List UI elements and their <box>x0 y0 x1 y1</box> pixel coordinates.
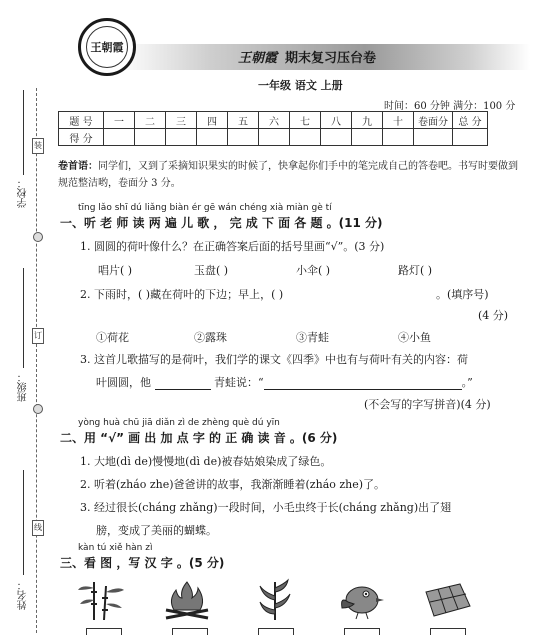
logo-text: 王朝霞 <box>86 26 128 68</box>
intro-label: 卷首语： <box>58 161 98 172</box>
fire-icon <box>162 578 212 620</box>
table-cell: 一 <box>104 112 135 129</box>
section3-title: 三、看 图 ，写 汉 字 。(5 分) <box>60 556 225 570</box>
binding-tag-2: 订 <box>32 328 44 344</box>
s1-q1: 1. 圆圆的荷叶像什么？在正确答案后面的括号里画“√”。(3 分) <box>80 240 385 253</box>
table-cell: 题 号 <box>59 112 104 129</box>
school-label: 学校： <box>18 178 29 208</box>
score-table-score-row <box>59 129 488 146</box>
table-cell: 七 <box>290 112 321 129</box>
grade-subject: 一年级 语文 上册 <box>258 79 343 92</box>
answer-box[interactable] <box>430 628 466 635</box>
school-line <box>23 90 24 175</box>
table-cell: 卷面分 <box>414 112 453 129</box>
table-cell: 八 <box>321 112 352 129</box>
s1-q3-line2c: 。” <box>461 376 473 389</box>
s1-q1-option[interactable]: 小伞( ) <box>296 264 331 277</box>
score-input-cell[interactable] <box>197 129 228 146</box>
table-cell: 十 <box>383 112 414 129</box>
s1-q3-blank2[interactable] <box>264 376 462 390</box>
section3-pinyin: kàn tú xiě hàn zì <box>78 543 153 553</box>
score-input-cell[interactable] <box>453 129 488 146</box>
field-icon <box>422 578 472 620</box>
intro-text: 同学们，又到了采摘知识果实的时候了，快拿起你们手中的笔完成自己的答卷吧。书写时要做到规范整洁哟，卷面分 3 分。 <box>58 161 518 189</box>
bird-icon <box>336 578 386 620</box>
paper-title: 期末复习压台卷 <box>285 51 377 66</box>
intro <box>58 158 523 192</box>
table-cell: 三 <box>166 112 197 129</box>
time-info: 时间：60 分钟 满分：100 分 <box>384 101 516 112</box>
s1-q1-option[interactable]: 玉盘( ) <box>194 264 229 277</box>
s1-q3-score: (不会写的字写拼音)(4 分) <box>364 398 491 411</box>
score-input-cell[interactable] <box>383 129 414 146</box>
score-input-cell[interactable] <box>104 129 135 146</box>
answer-box[interactable] <box>258 628 294 635</box>
score-table-header-row <box>59 112 488 129</box>
score-input-cell[interactable] <box>259 129 290 146</box>
s1-q2-option: ②露珠 <box>194 331 227 344</box>
s1-q3-line2 <box>96 374 473 390</box>
table-cell: 五 <box>228 112 259 129</box>
name-line <box>23 470 24 575</box>
binding-hole-1 <box>33 232 43 242</box>
bamboo-icon <box>76 578 126 620</box>
score-input-cell[interactable] <box>290 129 321 146</box>
section1-pinyin: tīng lǎo shī dú liǎng biàn ér gē wán chéng xià miàn gè tí <box>78 203 332 213</box>
table-cell: 四 <box>197 112 228 129</box>
seedling-icon <box>250 578 300 620</box>
s1-q2[interactable]: 2. 下雨时，( )藏在荷叶的下边；早上，( ) <box>80 288 284 301</box>
s2-q3[interactable]: 3. 经过很长(cháng zhǎng)一段时间，小毛虫终于长(cháng zhǎng)出了翅 <box>80 501 452 514</box>
binding-tag-3: 线 <box>32 520 44 536</box>
name-label: 姓名： <box>18 580 29 610</box>
binding-hole-2 <box>33 404 43 414</box>
s1-q1-option[interactable]: 唱片( ) <box>98 264 133 277</box>
s1-q3: 3. 这首儿歌描写的是荷叶，我们学的课文《四季》中也有与荷叶有关的内容：荷 <box>80 353 468 366</box>
section2-pinyin: yòng huà chū jiā diǎn zì de zhèng què dú yīn <box>78 418 280 428</box>
s1-q1-option[interactable]: 路灯( ) <box>398 264 433 277</box>
score-input-cell[interactable] <box>352 129 383 146</box>
s1-q2-tail: 。(填序号) <box>436 288 489 301</box>
table-cell: 二 <box>135 112 166 129</box>
answer-box[interactable] <box>172 628 208 635</box>
binding-tag-1: 装 <box>32 138 44 154</box>
score-input-cell[interactable] <box>321 129 352 146</box>
class-label: 班级： <box>18 372 29 402</box>
answer-box[interactable] <box>344 628 380 635</box>
binding-line <box>36 88 37 633</box>
section2-title: 二、用 “√” 画 出 加 点 字 的 正 确 读 音 。(6 分) <box>60 431 338 445</box>
s1-q2-option: ①荷花 <box>96 331 129 344</box>
s1-q2-option: ④小鱼 <box>398 331 431 344</box>
s1-q3-line2b: 青蛙说：“ <box>214 376 264 389</box>
section1-title: 一、听 老 师 读 两 遍 儿 歌 ， 完 成 下 面 各 题 。(11 分) <box>60 216 383 230</box>
s1-q3-line2a: 叶圆圆，他 <box>96 376 151 389</box>
table-cell: 总 分 <box>453 112 488 129</box>
score-table <box>58 111 488 146</box>
score-input-cell[interactable] <box>166 129 197 146</box>
s1-q2-option: ③青蛙 <box>296 331 329 344</box>
table-cell: 六 <box>259 112 290 129</box>
s2-q1[interactable]: 1. 大地(dì de)慢慢地(dì de)被春姑娘染成了绿色。 <box>80 455 332 468</box>
score-input-cell[interactable] <box>228 129 259 146</box>
class-line <box>23 268 24 368</box>
score-input-cell[interactable] <box>414 129 453 146</box>
table-cell: 得 分 <box>59 129 104 146</box>
answer-box[interactable] <box>86 628 122 635</box>
s2-q2[interactable]: 2. 听着(zháo zhe)爸爸讲的故事，我渐渐睡着(zháo zhe)了。 <box>80 478 386 491</box>
logo <box>78 18 136 76</box>
brand-name: 王朝霞 <box>238 51 278 66</box>
s2-q3-line2: 膀，变成了美丽的蝴蝶。 <box>96 524 217 537</box>
s1-q3-blank1[interactable] <box>155 376 211 390</box>
s1-q2-score: (4 分) <box>478 309 509 322</box>
table-cell: 九 <box>352 112 383 129</box>
score-input-cell[interactable] <box>135 129 166 146</box>
